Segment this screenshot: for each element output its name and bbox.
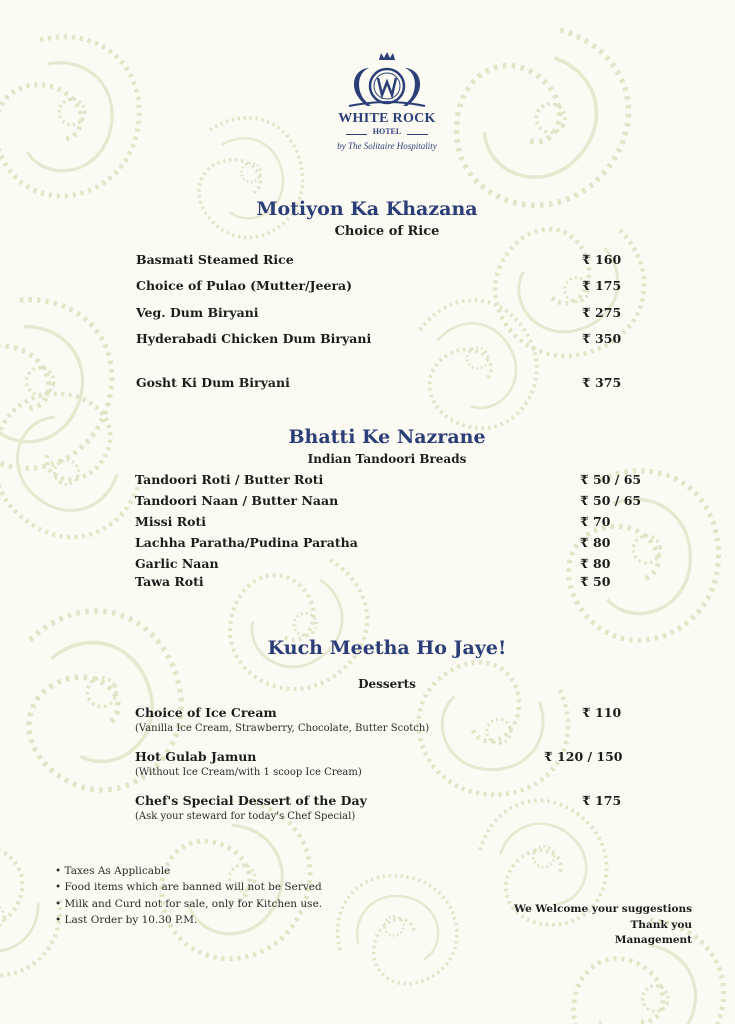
menu-item-name: Choice of Ice Cream (135, 705, 277, 720)
menu-item-name: Garlic Naan (135, 556, 219, 571)
menu-item-price: ₹ 50 (580, 574, 611, 589)
menu-item-name: Basmati Steamed Rice (136, 252, 294, 267)
section-subtitle-breads: Indian Tandoori Breads (307, 452, 467, 466)
section-subtitle-desserts: Desserts (358, 677, 416, 691)
menu-item-price: ₹ 375 (582, 375, 622, 390)
menu-item-price: ₹ 80 (580, 556, 611, 571)
menu-item-price: ₹ 70 (580, 514, 611, 529)
brand-byline: by The Solitaire Hospitality (337, 141, 437, 151)
signoff-line: Thank you (630, 919, 692, 931)
menu-item-name: Missi Roti (135, 514, 207, 529)
menu-item-price: ₹ 175 (582, 278, 622, 293)
footnote: • Taxes As Applicable (55, 865, 171, 877)
menu-item-name: Lachha Paratha/Pudina Paratha (135, 535, 358, 550)
signoff-line: Management (614, 934, 692, 946)
menu-item-name: Choice of Pulao (Mutter/Jeera) (136, 278, 353, 293)
menu-item-price: ₹ 175 (582, 793, 622, 808)
menu-item-price: ₹ 350 (582, 331, 622, 346)
menu-item-price: ₹ 160 (582, 252, 622, 267)
menu-item-price: ₹ 120 / 150 (544, 749, 623, 764)
menu-item-price: ₹ 275 (582, 305, 622, 320)
menu-item-price: ₹ 110 (582, 705, 622, 720)
brand-sub: HOTEL (367, 127, 407, 136)
menu-item-price: ₹ 50 / 65 (580, 472, 642, 487)
menu-item-name: Tawa Roti (135, 574, 204, 589)
menu-item-name: Chef's Special Dessert of the Day (135, 793, 367, 808)
section-title-desserts: Kuch Meetha Ho Jaye! (267, 637, 507, 659)
signoff-line: We Welcome your suggestions (514, 903, 692, 915)
menu-item-name: Veg. Dum Biryani (136, 305, 259, 320)
menu-item-description: (Without Ice Cream/with 1 scoop Ice Cream) (135, 767, 362, 778)
menu-item-name: Tandoori Roti / Butter Roti (135, 472, 324, 487)
footnote: • Food items which are banned will not be Served (55, 881, 322, 893)
menu-item-price: ₹ 50 / 65 (580, 493, 642, 508)
section-title-rice: Motiyon Ka Khazana (256, 198, 478, 220)
menu-item-price: ₹ 80 (580, 535, 611, 550)
menu-item-name: Hyderabadi Chicken Dum Biryani (136, 331, 372, 346)
menu-item-description: (Vanilla Ice Cream, Strawberry, Chocolate, Butter Scotch) (135, 723, 430, 734)
section-subtitle-rice: Choice of Rice (334, 224, 440, 239)
section-title-breads: Bhatti Ke Nazrane (288, 426, 486, 448)
menu-item-name: Hot Gulab Jamun (135, 749, 257, 764)
menu-item-name: Gosht Ki Dum Biryani (136, 375, 290, 390)
menu-item-name: Tandoori Naan / Butter Naan (135, 493, 339, 508)
footnote: • Last Order by 10.30 P.M. (55, 914, 198, 926)
hotel-crest-icon (341, 50, 433, 112)
footnote: • Milk and Curd not for sale, only for Kitchen use. (55, 898, 323, 910)
menu-item-description: (Ask your steward for today's Chef Special) (135, 811, 356, 822)
brand-name: WHITE ROCK (338, 111, 436, 126)
